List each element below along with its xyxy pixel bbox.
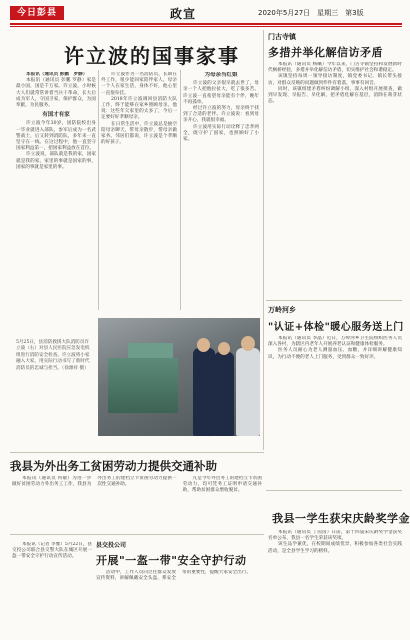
main-paragraph: 在日常生活中，许立波总是抽空陪母亲聊天，带母亲散步，帮母亲做家务。邻居们都说，许立波是个孝顺的好孩子。 — [101, 121, 177, 146]
column-divider — [180, 70, 181, 310]
sidebar-paragraph: 本报讯（通讯员 杨曦）今年以来，门古寺镇坚持和发展新时代枫桥经验，多措并举化解信访矛盾，切实维护社会和谐稳定。 — [268, 62, 402, 74]
generator-body — [108, 358, 178, 413]
bottom-paragraph: 本报讯（通讯员 何敏）为进一步做好贫困劳动力外出务工工作，我县为外出务工的建档立卡贫困劳动力提供一次性交通补助。 — [12, 476, 177, 488]
main-article-col-1 — [16, 72, 96, 318]
main-headline: 许立波的国事家事 — [64, 44, 240, 68]
sidebar-kicker: 万岭河乡 — [268, 305, 296, 314]
sidebar-paragraph: 本报讯（通讯员 丁茵茵）日前，第十四届宋庆龄奖学金获奖名单公布，我县一名学生荣获该奖项。 — [268, 530, 402, 542]
sidebar-paragraph: 医务人员耐心为老人测量血压、血糖，并详细讲解健康知识，为行动不便的老人上门服务，受到群众一致好评。 — [268, 348, 402, 360]
sidebar-paragraph: 该生品学兼优，在校期间成绩优异，积极参加各类社会实践活动，是全县学生学习的榜样。 — [268, 542, 402, 554]
bottom-article-body — [12, 542, 92, 634]
newspaper-logo: 今日彭县 — [10, 6, 64, 20]
sidebar-headline: 多措并举化解信访矛盾 — [268, 46, 383, 59]
sidebar-paragraph: 本报讯（通讯员 李晶）近日，万岭河乡卫生院组织医务人员深入各村，为辖区内老年人开展养老认证和健康体检服务。 — [268, 336, 402, 348]
firefighter-head — [197, 338, 210, 352]
issue-date: 2020年5月27日 星期三 第3版 — [258, 9, 364, 17]
section-divider — [10, 534, 264, 535]
sidebar-kicker: 门古寺镇 — [268, 32, 296, 41]
main-paragraph: 2018年许立波调回县消防大队工作，终于能够在家乡照顾母亲。他说：这些年欠家里的太多了，今后一定要好好孝顺母亲。 — [101, 96, 177, 121]
sidebar-divider — [266, 300, 402, 301]
bottom-article-body — [96, 570, 262, 634]
main-subtitle: 有国才有家 — [42, 112, 70, 119]
firefighter-figure — [193, 348, 215, 436]
main-paragraph: 经过许立波的努力，母亲终于找到了合适的老伴。许立波说：看到母亲开心，我就很幸福。 — [183, 106, 259, 124]
firefighter-figure — [214, 352, 234, 436]
main-paragraph: 许立波今年30岁，国防院校出身一毕业就进入部队，参军后成为一名武警战士，后又转到消防队，多年来一直坚守在一线。在这过程中，他一直坚守国家利益第一，把国家利益放在首位。 — [16, 121, 96, 152]
bottom-paragraph: 本报讯（记者 李雅）5月22日，县交投公司联合县交警大队在城区开展一盔一带安全守护行动宣传活动。 — [12, 542, 92, 560]
main-paragraph: 许立波作为一名消防员，长期在外工作，很少能回家陪伴家人。母亲一个人在家生活，身体不好，他心里一直很牵挂。 — [101, 72, 177, 96]
bottom-paragraph: 活动中，工作人员向过往群众发放宣传资料，讲解佩戴安全头盔、系安全带的重要性，提醒大家安全出行。 — [96, 570, 251, 582]
main-paragraph: 许立波用实际行动诠释了忠孝两全，既守护了国家，也照顾好了小家。 — [183, 124, 259, 143]
photo-caption: 5月25日，县消防救援大队消防员许立波（右）对县人民医院应急发电机组进行消防安全检查。许立波将小家融入大家，用实际行动书写了新时代消防员的忠诚与担当。（徐源祥 摄） — [16, 340, 90, 371]
sidebar-article-body — [268, 530, 402, 634]
header-rule-thin — [10, 26, 402, 27]
main-article-col-3 — [183, 72, 259, 312]
bottom-headline: 我县为外出务工贫困劳动力提供交通补助 — [10, 459, 217, 473]
sidebar-headline: 我县一学生获宋庆龄奖学金 — [272, 512, 410, 525]
main-paragraph: 许立波的父亲很早就去世了，母亲一个人把他拉扯大，吃了很多苦。许立波一直希望母亲能有个伴，晚年不再孤单。 — [183, 81, 259, 105]
header-rule — [10, 23, 402, 25]
main-subtitle: 为母亲当红娘 — [204, 72, 238, 78]
main-kicker: 本报讯（通讯员 彭鹏 罗静） — [26, 72, 88, 77]
sidebar-article-body — [268, 336, 402, 486]
bottom-paragraph: 凡是今年外出务工的建档立卡贫困劳动力，均可凭务工证明申请交通补助，帮助贫困群众增收脱贫。 — [182, 476, 262, 494]
news-photo — [98, 318, 260, 436]
sidebar-paragraph: 该镇坚持每周一领导接访制度，镇党委书记、镇长带头接访，对群众反映的问题做到件件有着落，事事有回音。 — [268, 74, 402, 86]
sidebar-article-body — [268, 62, 402, 296]
column-divider — [98, 70, 99, 310]
sidebar-paragraph: 同时，该镇组建矛盾纠纷调解小组，深入村组开展排查，做到早发现、早报告、早化解，把矛盾化解在基层，消除在萌芽状态。 — [268, 86, 402, 105]
column-divider — [263, 30, 264, 450]
main-paragraph: 本报讯（通讯员 彭鹏 罗静）家是最小国，国是千万家。许立波，小时候大人们就常常讲着当兵干革命，长大后成为军人，守国卫家，保护群众，为国奉献，为民服务。 — [16, 78, 96, 109]
sidebar-divider — [266, 490, 402, 491]
bottom-kicker: 县交投公司 — [96, 542, 127, 549]
main-article-col-2 — [101, 72, 177, 312]
bottom-article-body — [12, 476, 262, 530]
firefighter-head — [218, 342, 230, 355]
inspector-figure — [236, 348, 260, 436]
main-paragraph: 许立波说，部队就是我的家，国家就是我的家，家里的事就是国家的事，国家的事就是家里的事。 — [16, 152, 96, 170]
inspector-head — [241, 336, 255, 351]
sidebar-headline: "认证+体检"暖心服务送上门 — [268, 322, 404, 333]
bottom-headline: 开展"一盔一带"安全守护行动 — [96, 554, 247, 567]
section-divider — [10, 452, 264, 453]
section-title: 政宣 — [170, 7, 197, 21]
